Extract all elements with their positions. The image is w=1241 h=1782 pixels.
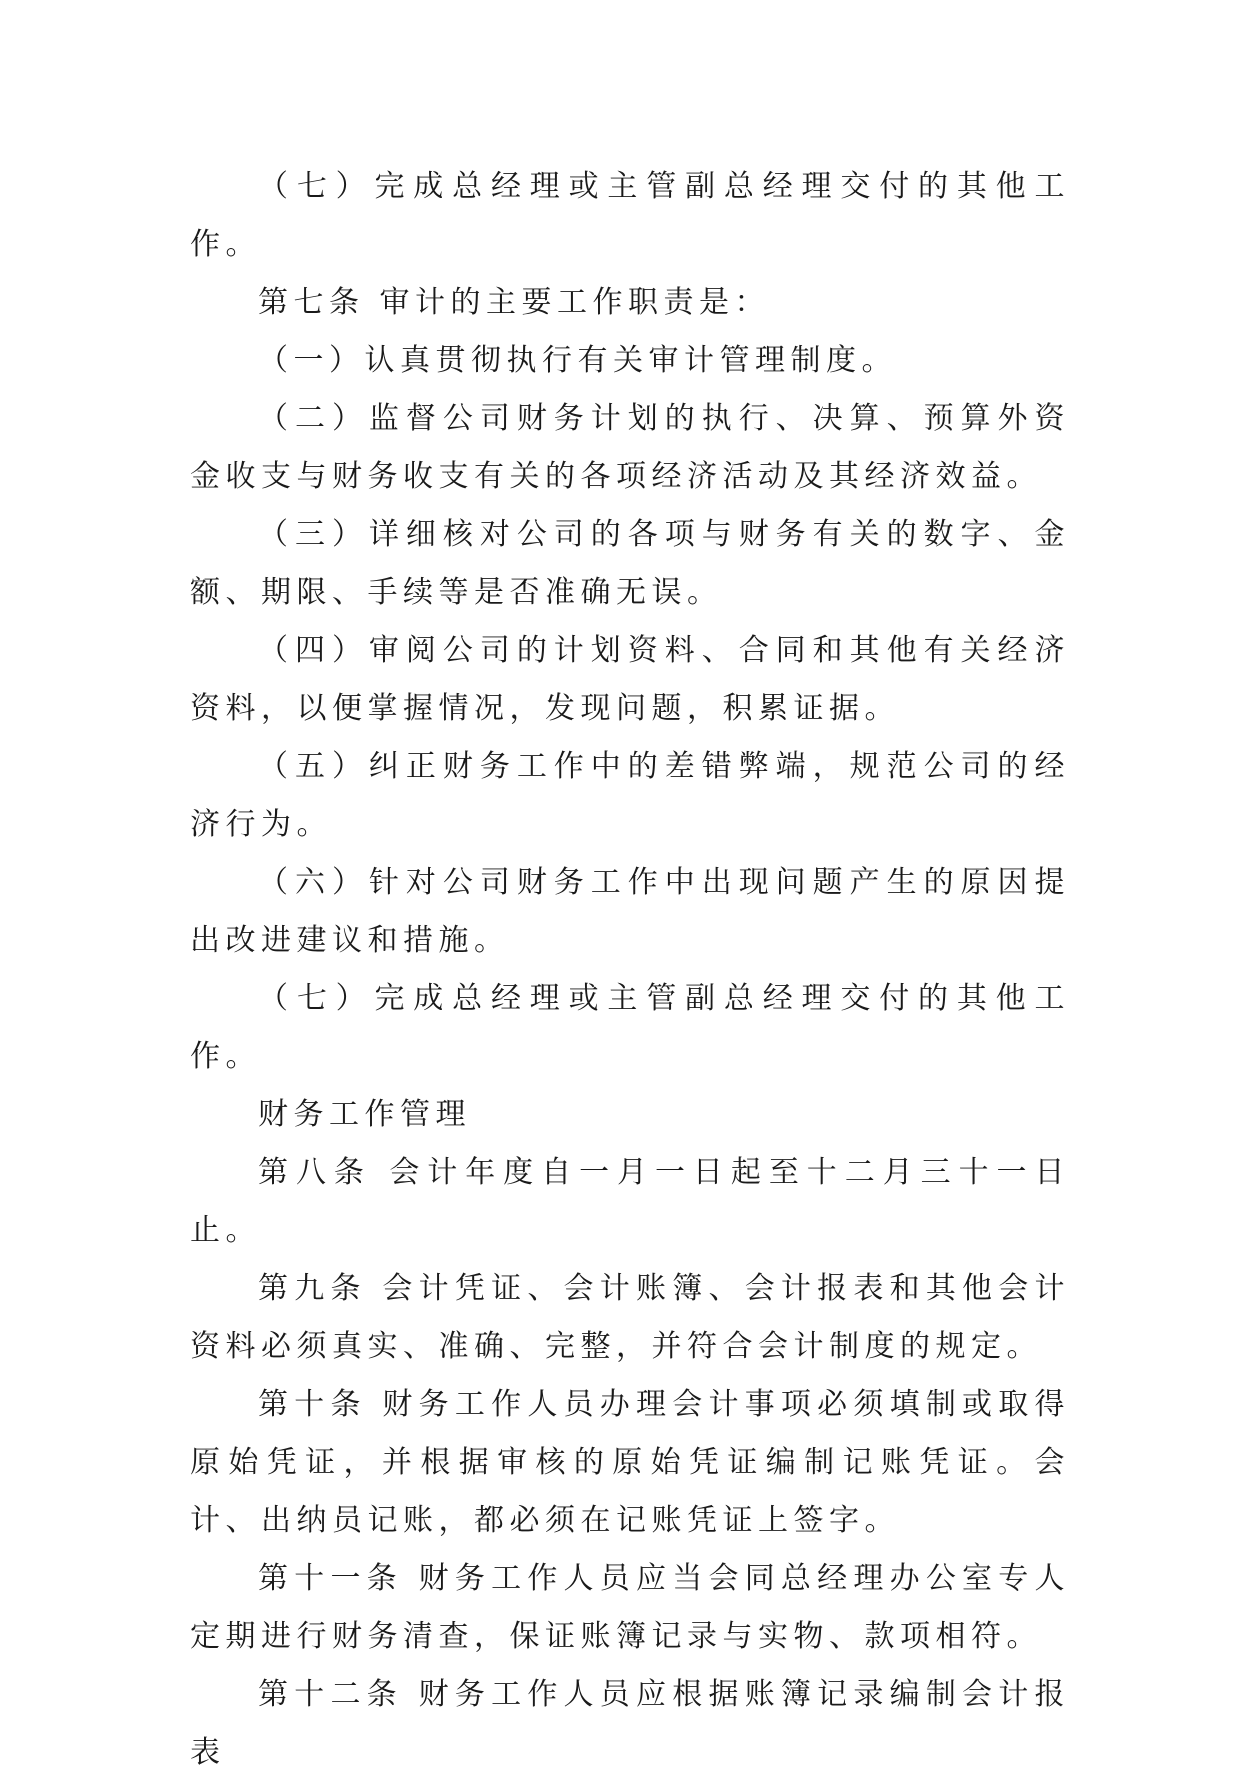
paragraph-4: （二）监督公司财务计划的执行、决算、预算外资金收支与财务收支有关的各项经济活动及其经济效益。 xyxy=(190,401,1070,494)
document-body xyxy=(190,158,1070,1782)
paragraph-3: （一）认真贯彻执行有关审计管理制度。 xyxy=(258,343,897,378)
paragraph-7: （五）纠正财务工作中的差错弊端，规范公司的经济行为。 xyxy=(190,749,1070,842)
paragraph-11: 第八条 会计年度自一月一日起至十二月三十一日止。 xyxy=(190,1155,1070,1248)
paragraph-2: 第七条 审计的主要工作职责是： xyxy=(258,285,771,320)
paragraph-14: 第十一条 财务工作人员应当会同总经理办公室专人定期进行财务清查，保证账簿记录与实物、款项相符。 xyxy=(190,1561,1070,1654)
paragraph-12: 第九条 会计凭证、会计账簿、会计报表和其他会计资料必须真实、准确、完整，并符合会计制度的规定。 xyxy=(190,1271,1070,1364)
paragraph-15: 第十二条 财务工作人员应根据账簿记录编制会计报表 xyxy=(190,1677,1070,1770)
paragraph-1: （七）完成总经理或主管副总经理交付的其他工作。 xyxy=(190,169,1070,262)
paragraph-6: （四）审阅公司的计划资料、合同和其他有关经济资料，以便掌握情况，发现问题，积累证据。 xyxy=(190,633,1070,726)
section-heading: 财务工作管理 xyxy=(258,1097,471,1132)
paragraph-13: 第十条 财务工作人员办理会计事项必须填制或取得原始凭证，并根据审核的原始凭证编制记账凭证。会计、出纳员记账，都必须在记账凭证上签字。 xyxy=(190,1387,1070,1538)
paragraph-9: （七）完成总经理或主管副总经理交付的其他工作。 xyxy=(190,981,1070,1074)
paragraph-8: （六）针对公司财务工作中出现问题产生的原因提出改进建议和措施。 xyxy=(190,865,1070,958)
paragraph-5: （三）详细核对公司的各项与财务有关的数字、金额、期限、手续等是否准确无误。 xyxy=(190,517,1070,610)
